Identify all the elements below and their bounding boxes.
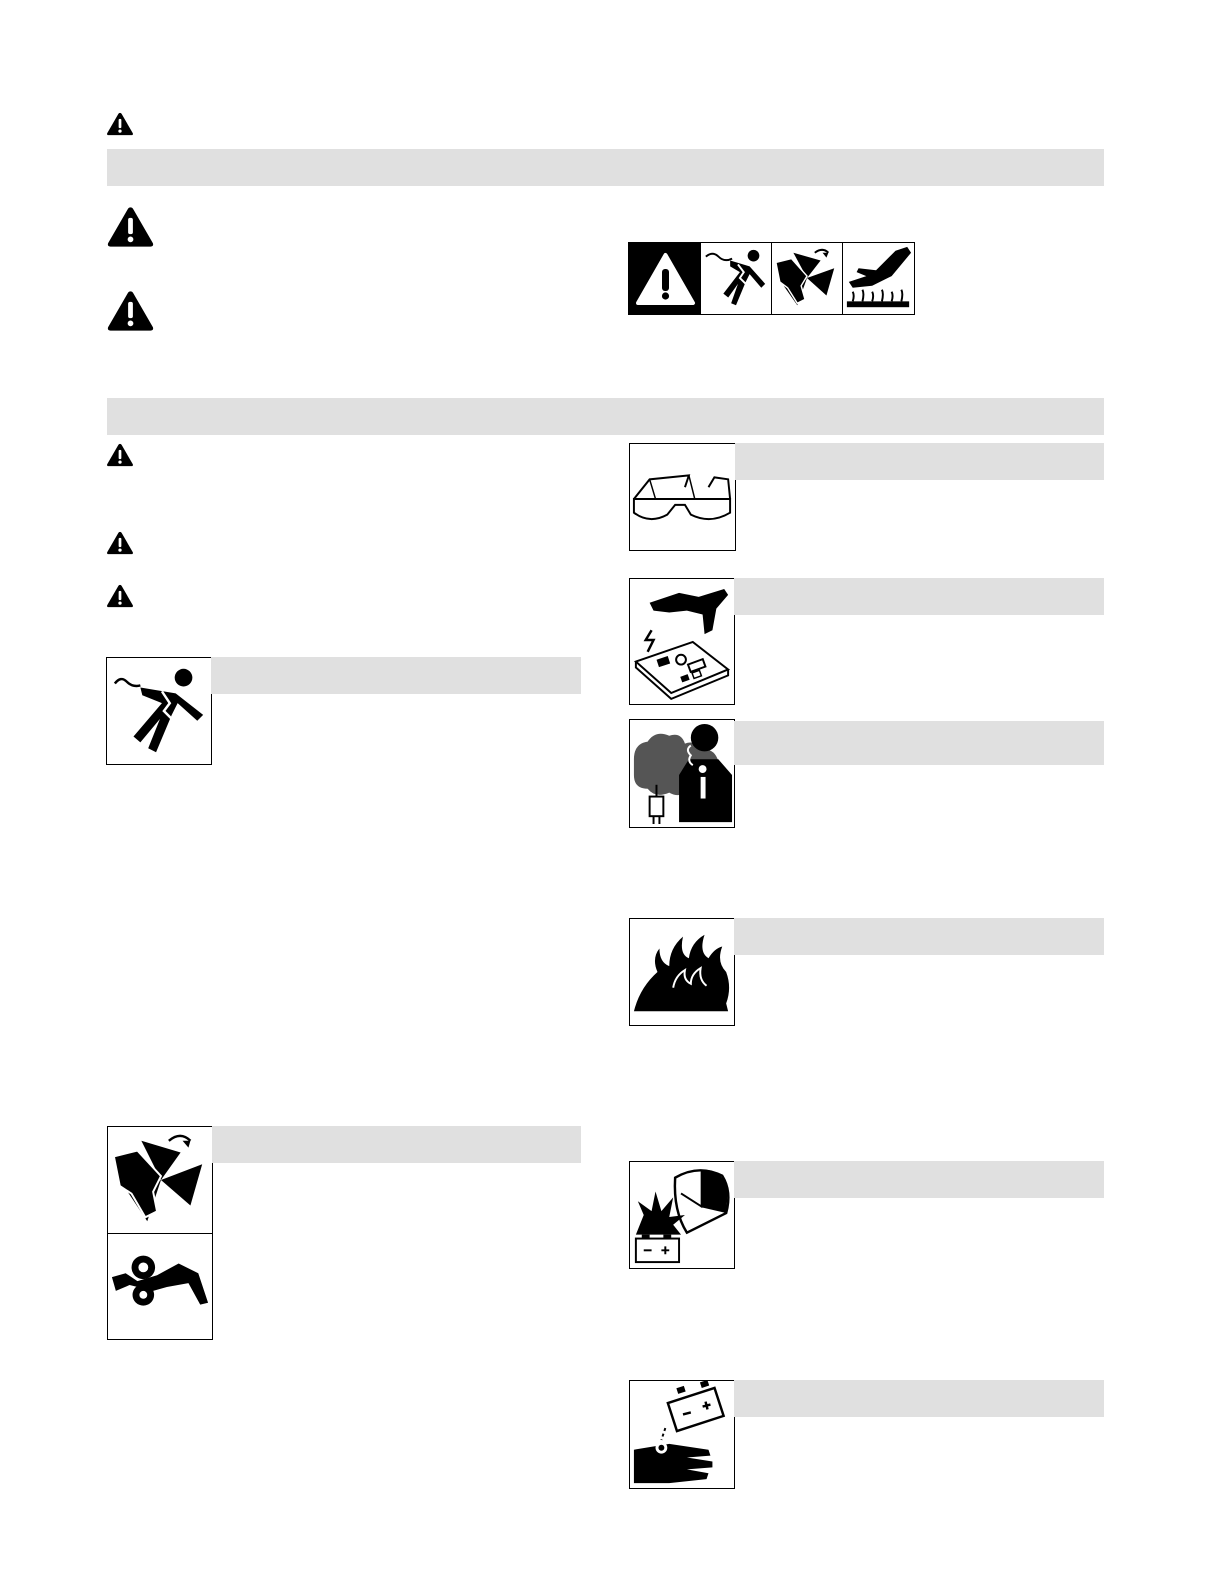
static-electricity-board-icon <box>629 578 735 705</box>
warning-triangle-icon <box>106 443 134 467</box>
hazard-symbol-strip <box>628 242 916 315</box>
gears-pinch-hand-icon <box>107 1233 213 1340</box>
hot-parts-icon <box>842 242 915 315</box>
section-heading-band-1 <box>107 149 1104 186</box>
safety-glasses-icon <box>629 443 736 551</box>
eye-protection-heading-band <box>735 443 1104 480</box>
electric-shock-icon <box>106 657 212 765</box>
battery-explosion-face-shield-icon <box>629 1161 735 1269</box>
section-heading-band-2 <box>107 398 1104 435</box>
moving-parts-fan-icon <box>107 1126 213 1234</box>
fumes-heading-band <box>734 721 1104 765</box>
fumes-breathing-icon <box>629 719 735 828</box>
static-electricity-heading-band <box>734 578 1104 615</box>
battery-acid-burn-icon <box>629 1380 735 1489</box>
moving-parts-heading-band <box>212 1126 581 1163</box>
warning-triangle-icon <box>106 584 134 608</box>
warning-triangle-icon <box>106 290 155 332</box>
electric-shock-icon <box>700 242 772 315</box>
moving-parts-fan-icon <box>771 242 843 315</box>
warning-triangle-icon <box>628 242 701 315</box>
warning-triangle-icon <box>106 112 134 136</box>
warning-triangle-icon <box>106 206 155 248</box>
electric-shock-heading-band <box>211 657 581 694</box>
battery-acid-heading-band <box>734 1380 1104 1417</box>
fire-heading-band <box>734 918 1104 955</box>
warning-triangle-icon <box>106 531 134 555</box>
battery-explosion-heading-band <box>734 1161 1104 1198</box>
fire-flames-icon <box>629 918 735 1026</box>
